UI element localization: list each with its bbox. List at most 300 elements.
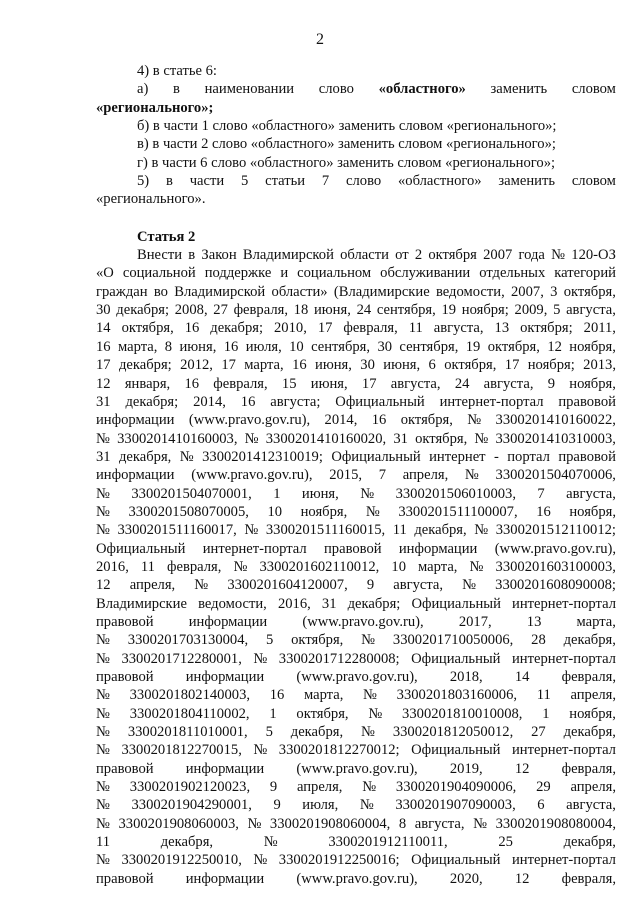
word: 3300201511160015, xyxy=(265,522,386,539)
word: 2017, xyxy=(458,613,492,630)
word: 3300201812050012, xyxy=(392,724,514,741)
word: сентября, xyxy=(399,338,459,355)
word: октября, xyxy=(563,283,616,300)
word: февраля, xyxy=(561,760,616,777)
word: 3300201907090003, xyxy=(395,797,516,814)
word: № xyxy=(359,797,374,814)
word: от xyxy=(395,247,409,264)
word: 3300201908060003, xyxy=(118,815,239,832)
word: отдельных xyxy=(479,265,546,282)
word: 12 xyxy=(547,338,562,355)
word: № xyxy=(467,412,482,429)
page-number: 2 xyxy=(316,31,324,48)
word: 5 xyxy=(241,173,249,190)
word: августа; xyxy=(270,393,321,410)
paragraph-gap xyxy=(96,209,616,228)
article-line xyxy=(96,870,616,888)
word: 2019, xyxy=(449,760,483,777)
word: октября, xyxy=(291,632,344,649)
word: 3300201511160017, xyxy=(117,522,237,539)
word: в xyxy=(188,247,196,264)
word: 3300201908060004, xyxy=(269,815,391,832)
word: словом xyxy=(571,81,616,98)
word: 3300201608090008; xyxy=(495,577,616,594)
word: № xyxy=(244,430,259,447)
word: октября, xyxy=(444,357,497,374)
word: 3300201904090006, xyxy=(395,779,517,796)
article-line xyxy=(96,851,616,869)
word: 3300201712280008; xyxy=(278,650,400,667)
article-line xyxy=(96,705,616,723)
word: 5) xyxy=(137,173,150,190)
word: 2016, xyxy=(277,595,311,612)
word: декабря, xyxy=(160,834,214,851)
word: интернет-портал xyxy=(512,595,616,612)
word: 11 xyxy=(408,320,423,337)
word: ноября, xyxy=(569,705,616,722)
article-line xyxy=(96,796,616,814)
article-line xyxy=(96,650,616,668)
word: ноября; xyxy=(461,302,509,319)
word: апреля, xyxy=(570,687,616,704)
article-line xyxy=(96,411,616,429)
word: июня, xyxy=(383,357,421,374)
word: № xyxy=(462,577,477,594)
word: 16 xyxy=(184,320,200,337)
word: Владимирские xyxy=(96,595,187,612)
word: 2014, xyxy=(193,393,226,410)
word: августа, xyxy=(483,375,534,392)
word: интернет xyxy=(429,448,486,465)
word: февраля, xyxy=(343,320,398,337)
word: 2 xyxy=(414,247,423,264)
word: № xyxy=(194,577,209,594)
word: № xyxy=(362,779,377,796)
word: 16 xyxy=(240,393,256,410)
word: интернет-портал xyxy=(202,540,307,557)
word: № xyxy=(96,632,110,649)
article-line xyxy=(96,558,616,576)
amendment-item-4b: б) в части 1 слово «областного» заменить словом «регионального»; xyxy=(137,118,557,135)
article-line xyxy=(96,356,616,374)
word: № xyxy=(360,485,375,502)
word: января, xyxy=(124,375,171,392)
word: правовой xyxy=(96,760,154,777)
word: 5 xyxy=(266,632,274,649)
word: ноября; xyxy=(527,357,575,374)
word: «областного» xyxy=(397,173,482,190)
word: № xyxy=(233,558,248,575)
word: информации xyxy=(185,870,265,887)
word: июня, xyxy=(315,357,352,374)
word: августа, xyxy=(390,375,441,392)
word: 3300201912110011, xyxy=(328,834,448,851)
article-line xyxy=(96,485,616,503)
word: декабря, xyxy=(563,724,616,741)
word: декабря, xyxy=(563,632,616,649)
word: № xyxy=(179,448,194,465)
word: № xyxy=(474,430,489,447)
word: 3300201504070006, xyxy=(495,467,616,484)
word: октября; xyxy=(520,320,573,337)
word: 8 xyxy=(164,338,173,355)
word: 3300201603100003, xyxy=(495,558,616,575)
article-line xyxy=(96,264,616,282)
article-line xyxy=(96,521,616,539)
amendment-item-4c: в) в части 2 слово «областного» заменить словом «регионального»; xyxy=(137,136,556,153)
word: 3 xyxy=(550,283,558,300)
word: № xyxy=(469,558,484,575)
word: февраля, xyxy=(213,375,268,392)
word: 17 xyxy=(96,357,111,374)
word: - xyxy=(493,448,499,465)
word: 29 xyxy=(536,779,551,796)
word: октября, xyxy=(400,412,453,429)
word: 1 xyxy=(273,485,281,502)
word: Официальный xyxy=(96,540,186,557)
word: 2020, xyxy=(449,870,483,887)
word: августа, xyxy=(566,485,616,502)
word: информации xyxy=(96,467,175,484)
word: 5 xyxy=(553,302,561,319)
word: Владимирской xyxy=(174,283,266,300)
word: № xyxy=(253,852,268,869)
article-line xyxy=(96,613,616,631)
word: информации xyxy=(185,760,265,777)
word: февраля, xyxy=(561,870,616,887)
word: 12 xyxy=(96,375,111,392)
word: правовой xyxy=(558,448,616,465)
word: ноября, xyxy=(569,375,616,392)
word: 3300201508070005, xyxy=(128,503,249,520)
word: 12 xyxy=(514,760,530,777)
word: августа, xyxy=(433,320,484,337)
word: 3300201811010001, xyxy=(127,724,248,741)
word: 2014, xyxy=(324,412,358,429)
word: (www.pravo.gov.ru), xyxy=(296,760,418,777)
word: 16 xyxy=(536,503,551,520)
word: 31 xyxy=(393,430,408,447)
word: 2016, xyxy=(96,558,129,575)
word: 120-ОЗ xyxy=(571,247,616,264)
document-body xyxy=(96,62,616,888)
article-line xyxy=(96,686,616,704)
word: 9 xyxy=(269,779,278,796)
word: августа, xyxy=(414,815,465,832)
word: ведомости, xyxy=(435,283,505,300)
word: № xyxy=(96,815,110,832)
word: № xyxy=(96,705,110,722)
word: 14 xyxy=(514,669,530,685)
word: 2008, xyxy=(174,302,208,319)
word: № xyxy=(96,742,110,759)
word: декабря; xyxy=(118,357,172,374)
word: июля, xyxy=(245,338,282,355)
article-line xyxy=(96,448,616,466)
word: статьи xyxy=(265,173,306,190)
word: декабря; xyxy=(347,595,401,612)
word: Официальный xyxy=(411,852,501,869)
word: октября, xyxy=(121,320,174,337)
word: июля, xyxy=(302,797,339,814)
word: октября, xyxy=(487,338,540,355)
word: (www.pravo.gov.ru), xyxy=(296,870,418,887)
word: 2010, xyxy=(274,320,307,337)
word: 12 xyxy=(96,577,111,594)
word: 3300201912250016; xyxy=(278,852,400,869)
word: обслуживании xyxy=(380,265,471,282)
word: интернет-портал xyxy=(512,852,616,869)
amendment-item-4a xyxy=(96,80,616,98)
word: портал xyxy=(507,448,550,465)
word: августа, xyxy=(393,577,444,594)
word: (www.pravo.gov.ru), xyxy=(296,669,418,685)
word: 27 xyxy=(531,724,546,741)
word: 7 xyxy=(321,173,330,190)
word: Официальный xyxy=(411,595,501,612)
word: информации xyxy=(188,613,268,630)
word: «О xyxy=(96,265,114,282)
word: 7 xyxy=(537,485,545,502)
article-line xyxy=(96,503,616,521)
word: 3300201410310003, xyxy=(495,430,616,447)
word: № xyxy=(253,650,268,667)
word: социальной xyxy=(122,265,196,282)
word: 2013, xyxy=(583,357,616,374)
word: 6 xyxy=(537,797,545,814)
word: части xyxy=(189,173,225,190)
word: словом xyxy=(571,173,616,190)
word: 3300201904290001, xyxy=(131,797,252,814)
word: интернет-портал xyxy=(439,393,544,410)
word: 1 xyxy=(269,705,277,722)
word: 3300201506010003, xyxy=(395,485,516,502)
word: 24 xyxy=(454,375,470,392)
word: № xyxy=(464,467,479,484)
article-line xyxy=(96,430,616,448)
word: 31 xyxy=(321,595,337,612)
word: (www.pravo.gov.ru), xyxy=(302,613,424,630)
word: ведомости, xyxy=(198,595,267,612)
word: 24 xyxy=(356,302,372,319)
word: 19 xyxy=(465,338,481,355)
word: 3300201511100007, xyxy=(398,503,518,520)
article-line xyxy=(96,319,616,337)
word: 3300201410160003, xyxy=(117,430,238,447)
word: Владимирской xyxy=(242,247,334,264)
word: 3300201902120023, xyxy=(129,779,251,796)
word: 14 xyxy=(96,320,111,337)
word: слово xyxy=(318,81,354,98)
article-line xyxy=(96,760,616,778)
article-line xyxy=(96,741,616,759)
word: марта, xyxy=(117,338,158,355)
word: сентября, xyxy=(376,302,436,319)
word: 7 xyxy=(378,467,387,484)
word: декабря, xyxy=(563,834,616,851)
word: 13 xyxy=(526,613,542,630)
word: 27 xyxy=(213,302,228,319)
word: апреля, xyxy=(402,467,449,484)
word: 16 xyxy=(223,338,239,355)
article-line xyxy=(96,833,616,851)
word: правовой xyxy=(96,870,154,887)
word: 3300201812270015, xyxy=(121,742,242,759)
word: № xyxy=(474,522,489,539)
word: а) xyxy=(137,81,149,98)
word: № xyxy=(361,724,375,741)
word: информации xyxy=(185,669,265,685)
article-line xyxy=(96,466,616,484)
word: апреля, xyxy=(129,577,176,594)
article-heading xyxy=(96,228,616,246)
word: № xyxy=(263,834,278,851)
word: Закон xyxy=(201,247,237,264)
word: № xyxy=(96,687,110,704)
word: № xyxy=(253,742,268,759)
word: 9 xyxy=(547,375,556,392)
word: 2009, xyxy=(514,302,548,319)
word: 3300201604120007, xyxy=(227,577,348,594)
word: Внести xyxy=(137,247,183,264)
word: 13 xyxy=(494,320,510,337)
word: правовой xyxy=(96,613,154,630)
word: декабря, xyxy=(119,448,172,465)
word: в xyxy=(173,81,180,98)
word: 10 xyxy=(289,338,304,355)
word: во xyxy=(153,283,168,300)
article-2-text xyxy=(96,246,616,888)
word: правовой xyxy=(558,393,616,410)
word: области xyxy=(340,247,389,264)
word: 3300201512110012; xyxy=(495,522,616,539)
word: июня, xyxy=(310,375,348,392)
word: 17 xyxy=(361,375,377,392)
bold-word: «регионального»; xyxy=(96,99,214,116)
article-line xyxy=(96,375,616,393)
word: 11 xyxy=(536,687,551,704)
word: 30 xyxy=(360,357,375,374)
word: 16 xyxy=(371,412,387,429)
article-line xyxy=(96,338,616,356)
amendment-item-4d: г) в части 6 слово «областного» заменить словом «регионального»; xyxy=(137,154,556,171)
word: 10 xyxy=(267,503,283,520)
word: № xyxy=(96,724,110,741)
word: апреля, xyxy=(570,779,616,796)
word: № xyxy=(551,247,566,264)
amendment-item-5 xyxy=(96,172,616,190)
word: «областного» xyxy=(378,81,466,98)
word: № xyxy=(368,705,383,722)
word: Официальный xyxy=(411,742,501,759)
word: 2018, xyxy=(449,669,483,685)
word: № xyxy=(96,485,110,502)
word: интернет-портал xyxy=(512,650,616,667)
word: № xyxy=(96,430,110,447)
word: августа, xyxy=(566,302,616,319)
word: 3300201412310019; xyxy=(202,448,323,465)
word: информации xyxy=(96,412,175,429)
word: 1 xyxy=(542,705,550,722)
word: 3300201908080004, xyxy=(495,815,616,832)
word: 31 xyxy=(96,393,111,410)
word: октября, xyxy=(415,430,468,447)
word: № xyxy=(96,797,110,814)
word: и xyxy=(280,265,289,282)
article-line xyxy=(96,631,616,649)
word: 12 xyxy=(514,870,530,887)
word: 16 xyxy=(184,375,200,392)
word: № xyxy=(363,687,377,704)
word: 2015, xyxy=(329,467,363,484)
word: февраля, xyxy=(561,669,616,685)
word: ноября, xyxy=(569,503,616,520)
amendment-item-4a-end xyxy=(96,99,616,117)
word: февраля, xyxy=(233,302,288,319)
word: года xyxy=(518,247,545,264)
word: 3300201602110012, xyxy=(259,558,380,575)
word: 30 xyxy=(96,302,111,319)
word: октября xyxy=(428,247,477,264)
article-heading-text: Статья 2 xyxy=(137,228,196,245)
word: № xyxy=(365,503,380,520)
word: Официальный xyxy=(331,448,421,465)
word: социальном xyxy=(297,265,372,282)
word: № xyxy=(247,815,262,832)
word: 11 xyxy=(392,522,407,539)
article-line xyxy=(96,393,616,411)
word: декабря; xyxy=(125,393,179,410)
word: информации xyxy=(398,540,478,557)
word: 30 xyxy=(377,338,393,355)
word: 3300201802140003, xyxy=(129,687,251,704)
word: 16 xyxy=(269,687,285,704)
word: заменить xyxy=(498,173,555,190)
word: 28 xyxy=(531,632,546,649)
word: правовой xyxy=(96,669,154,685)
word: 16 xyxy=(292,357,307,374)
word: 17 xyxy=(221,357,236,374)
article-line xyxy=(96,723,616,741)
word: 11 xyxy=(140,558,155,575)
word: 3300201912250010, xyxy=(121,852,242,869)
word: 3300201810010008, xyxy=(402,705,523,722)
word: 2011, xyxy=(583,320,616,337)
word: декабря, xyxy=(290,724,344,741)
word: 15 xyxy=(281,375,297,392)
word: № xyxy=(96,852,110,869)
word: интернет-портал xyxy=(512,742,616,759)
word: 2007 xyxy=(483,247,513,264)
word: 19 xyxy=(441,302,457,319)
word: 3300201710050006, xyxy=(392,632,514,649)
word: слово xyxy=(346,173,382,190)
word: 9 xyxy=(273,797,281,814)
word: граждан xyxy=(96,283,148,300)
word: марта, xyxy=(576,613,616,630)
word: 3300201504070001, xyxy=(131,485,252,502)
article-line xyxy=(96,301,616,319)
word: сентября, xyxy=(311,338,371,355)
word: 16 xyxy=(96,338,111,355)
word: 3300201804110002, xyxy=(129,705,250,722)
word: правовой xyxy=(323,540,382,557)
word: июня, xyxy=(313,302,351,319)
word: (www.pravo.gov.ru), xyxy=(494,540,616,557)
word: 10 xyxy=(391,558,406,575)
article-line xyxy=(96,246,616,264)
word: № xyxy=(244,522,259,539)
